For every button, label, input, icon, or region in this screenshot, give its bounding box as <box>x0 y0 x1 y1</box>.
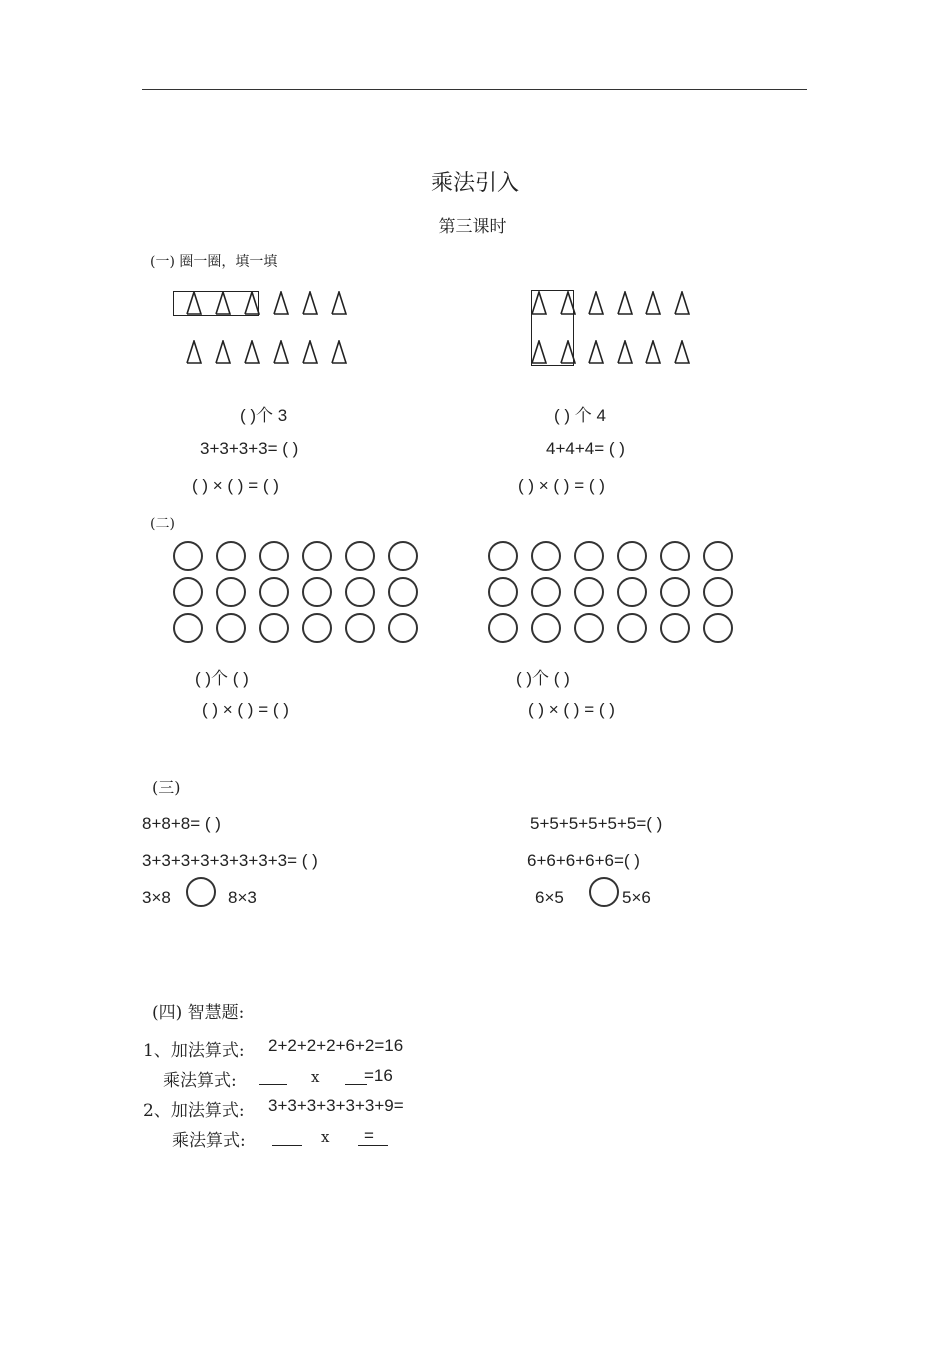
s2-right-count: ( )个 ( ) <box>516 669 570 688</box>
circle-icon <box>345 541 375 571</box>
s1-right-mul: ( ) × ( ) = ( ) <box>518 476 605 495</box>
page-subtitle: 第三课时 <box>438 217 507 237</box>
circle-icon <box>574 613 604 643</box>
s3-right-line2: 6+6+6+6+6=( ) <box>527 851 640 870</box>
s1-left-mul: ( ) × ( ) = ( ) <box>192 476 279 495</box>
s3-right-cmp-a: 6×5 <box>535 888 564 907</box>
q2-result: = <box>364 1126 374 1145</box>
circle-icon <box>703 613 733 643</box>
circle-icon <box>488 577 518 607</box>
circle-icon <box>173 541 203 571</box>
s1-right-add: 4+4+4= ( ) <box>546 439 625 458</box>
s3-left-cmp-a: 3×8 <box>142 888 171 907</box>
circle-icon <box>216 541 246 571</box>
circle-icon <box>617 613 647 643</box>
header-rule <box>142 89 807 90</box>
section1-heading: (一) 圈一圈，填一填 <box>150 254 278 270</box>
circle-icon <box>660 577 690 607</box>
q1-result: =16 <box>364 1066 393 1085</box>
circled-group-left <box>173 291 259 316</box>
s1-right-count: ( ) 个 4 <box>554 406 606 425</box>
q1-label: 1、加法算式: <box>143 1041 245 1061</box>
q1-mul-label: 乘法算式: <box>163 1071 237 1091</box>
circle-icon <box>531 577 561 607</box>
circle-icon <box>488 541 518 571</box>
q1-x: x <box>311 1068 320 1086</box>
s3-left-cmp-b: 8×3 <box>228 888 257 907</box>
circle-icon <box>302 541 332 571</box>
q2-x: x <box>321 1128 330 1146</box>
circle-icon <box>302 613 332 643</box>
section2-heading: (二) <box>150 516 175 532</box>
s2-right-mul: ( ) × ( ) = ( ) <box>528 700 615 719</box>
circle-icon <box>345 613 375 643</box>
circle-icon <box>259 577 289 607</box>
circle-icon <box>617 541 647 571</box>
q2-mul-label: 乘法算式: <box>172 1131 246 1151</box>
circle-icon <box>617 577 647 607</box>
circle-icon <box>388 613 418 643</box>
circle-icon <box>345 577 375 607</box>
s2-left-mul: ( ) × ( ) = ( ) <box>202 700 289 719</box>
circle-icon <box>173 613 203 643</box>
compare-circle-right[interactable] <box>589 877 619 907</box>
section3-heading: (三) <box>152 778 181 797</box>
q2-expr: 3+3+3+3+3+3+9= <box>268 1096 404 1115</box>
circle-icon <box>531 613 561 643</box>
circle-icon <box>388 541 418 571</box>
circle-icon <box>574 577 604 607</box>
circle-icon <box>660 541 690 571</box>
circle-icon <box>173 577 203 607</box>
circle-icon <box>660 613 690 643</box>
circle-icon <box>703 541 733 571</box>
page-title: 乘法引入 <box>430 171 519 196</box>
circle-icon <box>488 613 518 643</box>
s1-left-count: ( )个 3 <box>240 406 288 425</box>
circle-icon <box>216 613 246 643</box>
circle-icon <box>388 577 418 607</box>
circle-icon <box>259 613 289 643</box>
circle-icon <box>302 577 332 607</box>
circle-icon <box>531 541 561 571</box>
q2-label: 2、加法算式: <box>143 1101 245 1121</box>
q2-blank-a[interactable] <box>272 1131 302 1146</box>
s3-right-cmp-b: 5×6 <box>622 888 651 907</box>
circle-icon <box>259 541 289 571</box>
s1-left-add: 3+3+3+3= ( ) <box>200 439 299 458</box>
circle-icon <box>216 577 246 607</box>
s3-left-line2: 3+3+3+3+3+3+3+3= ( ) <box>142 851 318 870</box>
circle-icon <box>574 541 604 571</box>
circle-icon <box>703 577 733 607</box>
section4-heading: (四) 智慧题: <box>152 1003 245 1023</box>
s3-right-line1: 5+5+5+5+5+5=( ) <box>530 814 663 833</box>
s2-left-count: ( )个 ( ) <box>195 669 249 688</box>
circled-group-right <box>531 290 574 366</box>
q1-expr: 2+2+2+2+6+2=16 <box>268 1036 404 1055</box>
q1-blank-a[interactable] <box>259 1070 287 1085</box>
s3-left-line1: 8+8+8= ( ) <box>142 814 221 833</box>
compare-circle-left[interactable] <box>186 877 216 907</box>
